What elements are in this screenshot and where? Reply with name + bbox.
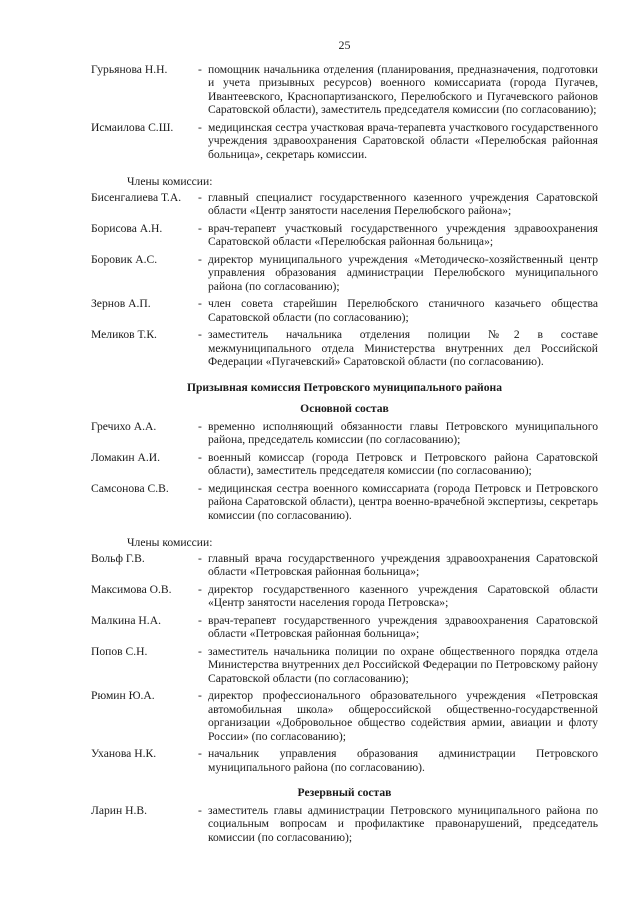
person-role-description: главный врача государственного учреждения здравоохранения Саратовской области «Петровская районная больница»;: [208, 551, 598, 578]
entry-dash: -: [198, 747, 202, 760]
entry-dash: -: [198, 297, 202, 310]
entry-dash: -: [198, 419, 202, 433]
person-entry: [91, 297, 598, 324]
entry-dash: -: [198, 62, 202, 76]
person-name: Максимова О.В.: [91, 582, 172, 596]
entry-dash: -: [198, 582, 202, 596]
person-entry: [91, 482, 598, 523]
person-name: Борисова А.Н.: [91, 221, 163, 235]
entry-dash: -: [198, 551, 202, 565]
person-name: Уханова Н.К.: [91, 747, 157, 760]
entries-top: [91, 63, 598, 162]
page-number: 25: [338, 38, 351, 52]
person-name: Вольф Г.В.: [91, 551, 145, 565]
person-entry: [91, 191, 598, 218]
person-entry: [91, 222, 598, 249]
person-role-description: врач-терапевт участковый государственного учреждения здравоохранения Саратовской области «Перелюбская районная больница»;: [208, 221, 598, 248]
entry-dash: -: [198, 120, 202, 134]
person-entry: [91, 583, 598, 610]
entry-dash: -: [198, 328, 202, 341]
entries-members-1: [91, 191, 598, 369]
entry-dash: -: [198, 481, 202, 495]
entries-reserve: [91, 804, 598, 845]
person-entry: [91, 747, 598, 774]
person-role-description: главный специалист государственного казенного учреждения Саратовской области «Центр занятости населения Перелюбского района»;: [208, 190, 598, 217]
main-composition-heading: Основной состав: [300, 402, 389, 415]
person-entry: [91, 804, 598, 845]
person-role-description: директор государственного казенного учреждения Саратовской области «Центр занятости населения города Петровска»;: [208, 582, 598, 609]
person-role-description: военный комиссар (города Петровск и Петровского района Саратовской области), заместитель председателя комиссии (по согласованию);: [208, 450, 598, 477]
reserve-composition-heading: Резервный состав: [297, 786, 392, 799]
person-name: Самсонова С.В.: [91, 481, 169, 495]
person-role-description: заместитель начальника полиции по охране общественного порядка отдела Министерства внутренних дел Российской Федерации по Петровскому району Саратовской области (по согласованию);: [208, 644, 598, 685]
person-name: Гречихо А.А.: [91, 419, 157, 433]
person-role-description: начальник управления образования администрации Петровского муниципального района (по согласованию).: [208, 747, 598, 774]
person-name: Попов С.Н.: [91, 644, 148, 658]
entries-members-2: [91, 552, 598, 775]
entries-main: [91, 420, 598, 523]
person-name: Меликов Т.К.: [91, 328, 157, 341]
person-role-description: временно исполняющий обязанности главы Петровского муниципального района, председатель комиссии (по согласованию);: [208, 419, 598, 446]
entry-dash: -: [198, 613, 202, 627]
entry-dash: -: [198, 252, 202, 266]
entry-dash: -: [198, 803, 202, 817]
person-role-description: помощник начальника отделения (планирования, предназначения, подготовки и учета призывных ресурсов) военного комиссариата (города Пугачев, Ивантеевского, Краснопартизанского, Перелюбского и Пугачевского районов Саратовской области), заместитель председателя комиссии (по согласованию);: [208, 62, 598, 116]
person-entry: [91, 63, 598, 117]
entry-dash: -: [198, 644, 202, 658]
person-entry: [91, 552, 598, 579]
person-name: Гурьянова Н.Н.: [91, 62, 168, 76]
members-label: Члены комиссии:: [127, 175, 213, 188]
person-role-description: медицинская сестра военного комиссариата (города Петровск и Петровского района Саратовской области), центра военно-врачебной экспертизы, секретарь комиссии (по согласованию).: [208, 481, 598, 522]
person-entry: [91, 645, 598, 686]
person-name: Ломакин А.И.: [91, 450, 161, 464]
person-role-description: директор профессионального образовательного учреждения «Петровская автомобильная школа» общероссийской общественно-государственной организации «Добровольное общество содействия армии, авиации и флоту России» (по согласованию);: [208, 689, 598, 743]
person-entry: [91, 253, 598, 294]
person-name: Зернов А.П.: [91, 297, 151, 310]
person-entry: [91, 614, 598, 641]
person-role-description: заместитель начальника отделения полиции №2 в составе межмуниципального отдела Министерства внутренних дел Российской Федерации «Пугачевский» Саратовской области (по согласованию).: [208, 328, 598, 368]
entry-dash: -: [198, 221, 202, 235]
person-role-description: медицинская сестра участковая врача-терапевта участкового государственного учреждения здравоохранения Саратовской области «Перелюбская районная больница», секретарь комиссии.: [208, 120, 598, 161]
person-entry: [91, 689, 598, 743]
entry-dash: -: [198, 190, 202, 204]
person-name: Ларин Н.В.: [91, 803, 148, 817]
person-role-description: член совета старейшин Перелюбского станичного казачьего общества Саратовской области (по согласованию);: [208, 297, 598, 324]
person-name: Малкина Н.А.: [91, 613, 161, 627]
person-role-description: врач-терапевт государственного учреждения здравоохранения Саратовской области «Петровская районная больница»;: [208, 613, 598, 640]
person-entry: [91, 328, 598, 369]
person-name: Бисенгалиева Т.А.: [91, 190, 182, 204]
person-role-description: заместитель главы администрации Петровского муниципального района по социальным вопросам и профилактике правонарушений, председатель комиссии (по согласованию);: [208, 803, 598, 844]
person-name: Рюмин Ю.А.: [91, 689, 155, 702]
person-entry: [91, 420, 598, 447]
section-title: Призывная комиссия Петровского муниципального района: [186, 380, 503, 394]
person-name: Боровик А.С.: [91, 252, 158, 266]
person-role-description: директор муниципального учреждения «Методическо-хозяйственный центр управления образования администрации Перелюбского муниципального района (по согласованию);: [208, 252, 598, 293]
person-entry: [91, 451, 598, 478]
members-label: Члены комиссии:: [127, 536, 213, 549]
entry-dash: -: [198, 450, 202, 464]
person-name: Исмаилова С.Ш.: [91, 120, 174, 134]
person-entry: [91, 121, 598, 162]
entry-dash: -: [198, 689, 202, 702]
